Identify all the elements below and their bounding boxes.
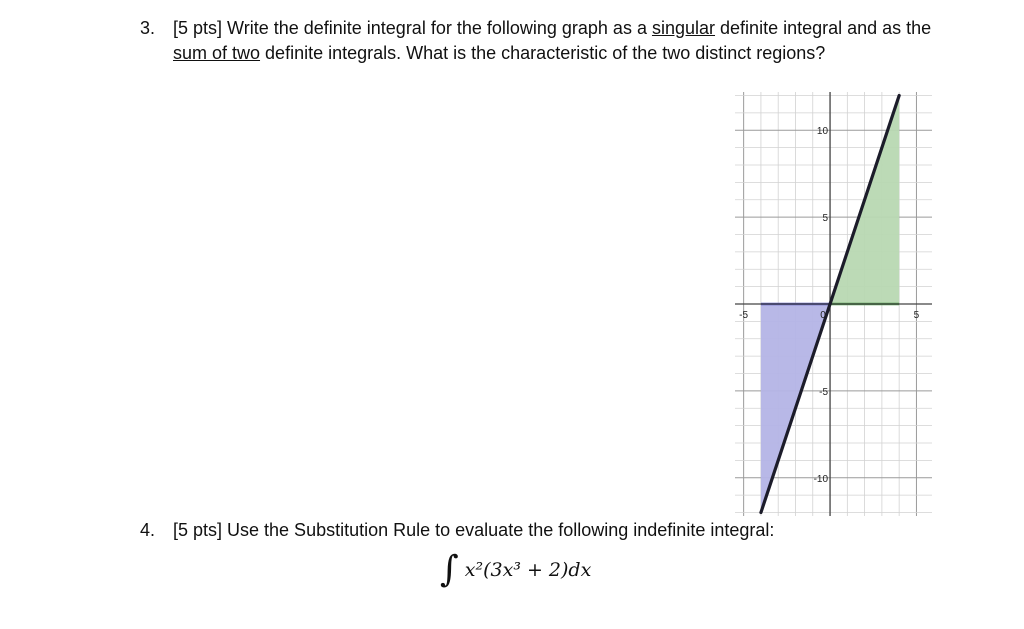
y-tick-label: 10 bbox=[816, 126, 829, 138]
graph-chart bbox=[735, 92, 932, 516]
integral-expression bbox=[440, 548, 591, 592]
x-tick-label: 0 bbox=[820, 310, 826, 321]
sum-of-two-underlined: sum of two bbox=[173, 43, 261, 63]
y-tick-label: -10 bbox=[813, 473, 829, 485]
question-4-number: 4. bbox=[140, 520, 156, 540]
question-3-text-b: definite integral and as the bbox=[720, 18, 932, 38]
question-4-text: [5 pts] Use the Substitution Rule to evaluate the following indefinite integral: bbox=[173, 520, 775, 540]
question-4 bbox=[140, 518, 940, 543]
question-3-points: [5 pts] bbox=[173, 18, 223, 38]
question-3-text bbox=[173, 16, 940, 66]
question-3 bbox=[140, 16, 940, 66]
y-tick-label: 5 bbox=[822, 213, 829, 225]
integrand: x²(3x³ + 2)dx bbox=[464, 559, 592, 581]
integral-sign: ∫ bbox=[440, 549, 459, 590]
y-tick-label: -5 bbox=[819, 386, 829, 398]
singular-underlined: singular bbox=[651, 18, 716, 38]
x-tick-label: 5 bbox=[913, 310, 920, 321]
question-3-text-c: definite integrals. What is the characteristic of the two distinct regions? bbox=[265, 43, 826, 63]
question-3-number: 3. bbox=[140, 18, 156, 38]
question-3-text-a: Write the definite integral for the following graph as a bbox=[227, 18, 647, 38]
x-tick-label: -5 bbox=[739, 310, 749, 321]
